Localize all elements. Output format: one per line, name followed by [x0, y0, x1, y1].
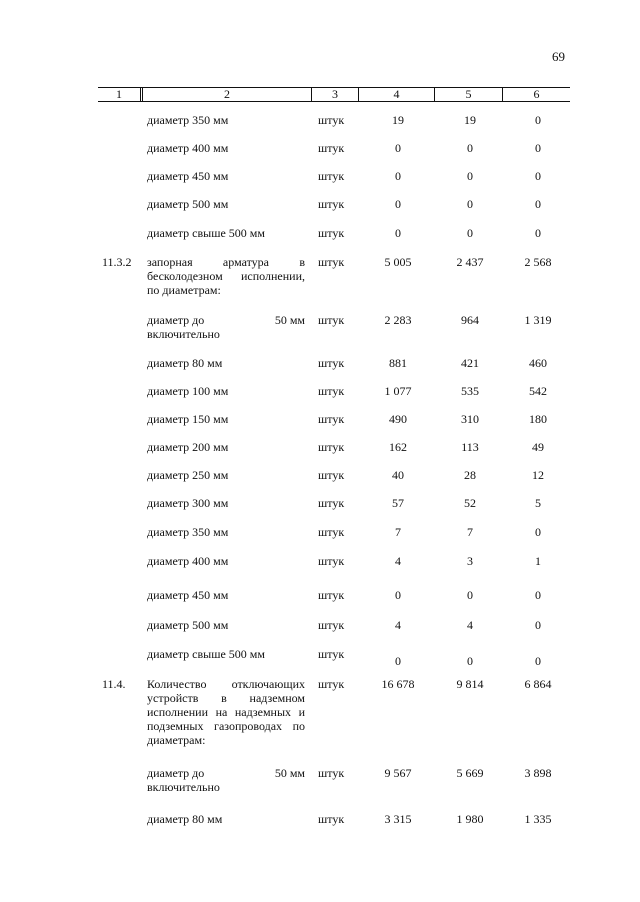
item-name: диаметр свыше 500 мм — [147, 647, 265, 661]
value-col-6: 180 — [529, 412, 547, 426]
value-col-4: 3 315 — [384, 812, 412, 826]
value-col-5: 19 — [464, 113, 476, 127]
item-name: диаметр 100 мм — [147, 384, 229, 398]
item-unit: штук — [318, 313, 345, 327]
value-col-4: 16 678 — [381, 677, 415, 691]
value-col-5: 310 — [461, 412, 479, 426]
item-name: запорная арматура в бесколодезном исполнении, по диаметрам: — [147, 255, 305, 297]
value-col-6: 0 — [535, 525, 541, 539]
item-unit: штук — [318, 197, 345, 211]
value-col-4: 881 — [389, 356, 407, 370]
item-unit: штук — [318, 677, 345, 691]
value-col-6: 542 — [529, 384, 547, 398]
value-col-5: 5 669 — [456, 766, 484, 780]
item-name: диаметр 150 мм — [147, 412, 229, 426]
value-col-5: 0 — [467, 141, 473, 155]
header-divider — [140, 87, 141, 102]
value-col-6: 1 319 — [524, 313, 552, 327]
value-col-5: 52 — [464, 496, 476, 510]
value-col-5: 113 — [461, 440, 479, 454]
value-col-4: 5 005 — [384, 255, 412, 269]
value-col-5: 7 — [467, 525, 473, 539]
item-name: диаметр 250 мм — [147, 468, 229, 482]
item-name: диаметр 500 мм — [147, 197, 229, 211]
item-unit: штук — [318, 468, 345, 482]
item-name: диаметр 400 мм — [147, 141, 229, 155]
value-col-4: 7 — [395, 525, 401, 539]
item-unit: штук — [318, 440, 345, 454]
value-col-4: 490 — [389, 412, 407, 426]
value-col-4: 1 077 — [384, 384, 412, 398]
item-unit: штук — [318, 554, 345, 568]
item-name-line — [147, 766, 305, 780]
value-col-6: 0 — [535, 654, 541, 668]
value-col-5: 421 — [461, 356, 479, 370]
item-name: диаметр 350 мм — [147, 525, 229, 539]
item-unit: штук — [318, 356, 345, 370]
item-name-part: диаметр до — [147, 313, 205, 327]
item-name: диаметр 80 мм — [147, 812, 223, 826]
value-col-4: 162 — [389, 440, 407, 454]
value-col-6: 6 864 — [524, 677, 552, 691]
header-col-2: 2 — [224, 87, 230, 101]
header-col-1: 1 — [116, 87, 122, 101]
value-col-4: 9 567 — [384, 766, 412, 780]
value-col-5: 0 — [467, 588, 473, 602]
value-col-5: 535 — [461, 384, 479, 398]
value-col-6: 3 898 — [524, 766, 552, 780]
item-unit: штук — [318, 412, 345, 426]
value-col-5: 9 814 — [456, 677, 484, 691]
value-col-6: 0 — [535, 588, 541, 602]
item-name: диаметр 400 мм — [147, 554, 229, 568]
item-name-part: включительно — [147, 327, 220, 341]
value-col-5: 964 — [461, 313, 479, 327]
value-col-5: 1 980 — [456, 812, 484, 826]
value-col-4: 2 283 — [384, 313, 412, 327]
item-name: диаметр 500 мм — [147, 618, 229, 632]
value-col-4: 4 — [395, 618, 401, 632]
value-col-6: 2 568 — [524, 255, 552, 269]
value-col-6: 12 — [532, 468, 544, 482]
value-col-5: 0 — [467, 169, 473, 183]
item-unit: штук — [318, 226, 345, 240]
value-col-6: 460 — [529, 356, 547, 370]
value-col-4: 0 — [395, 654, 401, 668]
item-number: 11.3.2 — [102, 255, 132, 269]
value-col-6: 0 — [535, 141, 541, 155]
value-col-6: 0 — [535, 226, 541, 240]
item-unit: штук — [318, 618, 345, 632]
item-name-part: 50 мм — [274, 313, 305, 327]
value-col-6: 0 — [535, 618, 541, 632]
value-col-6: 5 — [535, 496, 541, 510]
item-name: диаметр 350 мм — [147, 113, 229, 127]
item-name: Количество отключающих устройств в надземном исполнении на надземных и подземных газопроводах по диаметрам: — [147, 677, 305, 747]
header-bottom-rule — [98, 101, 570, 102]
item-name — [147, 313, 305, 341]
value-col-6: 1 335 — [524, 812, 552, 826]
value-col-4: 0 — [395, 169, 401, 183]
value-col-4: 40 — [392, 468, 404, 482]
item-unit: штук — [318, 812, 345, 826]
value-col-5: 4 — [467, 618, 473, 632]
table-header — [98, 87, 570, 102]
item-name: диаметр 300 мм — [147, 496, 229, 510]
header-col-3: 3 — [332, 87, 338, 101]
item-unit: штук — [318, 588, 345, 602]
page-number: 69 — [552, 49, 565, 64]
value-col-4: 19 — [392, 113, 404, 127]
value-col-4: 4 — [395, 554, 401, 568]
header-col-4: 4 — [393, 87, 400, 101]
value-col-6: 49 — [532, 440, 544, 454]
value-col-5: 2 437 — [456, 255, 484, 269]
item-name-line — [147, 313, 305, 327]
value-col-4: 57 — [392, 496, 404, 510]
value-col-5: 28 — [464, 468, 476, 482]
value-col-5: 0 — [467, 197, 473, 211]
value-col-6: 1 — [535, 554, 541, 568]
value-col-6: 0 — [535, 113, 541, 127]
header-col-5: 5 — [465, 87, 472, 101]
item-name-part: диаметр до — [147, 766, 205, 780]
value-col-6: 0 — [535, 197, 541, 211]
value-col-6: 0 — [535, 169, 541, 183]
item-name: диаметр 450 мм — [147, 169, 229, 183]
value-col-4: 0 — [395, 226, 401, 240]
value-col-5: 0 — [467, 654, 473, 668]
value-col-4: 0 — [395, 141, 401, 155]
item-unit: штук — [318, 647, 345, 661]
value-col-4: 0 — [395, 197, 401, 211]
item-unit: штук — [318, 113, 345, 127]
value-col-5: 0 — [467, 226, 473, 240]
item-name-part: 50 мм — [274, 766, 305, 780]
item-name: диаметр 450 мм — [147, 588, 229, 602]
item-unit: штук — [318, 525, 345, 539]
item-unit: штук — [318, 384, 345, 398]
item-unit: штук — [318, 766, 345, 780]
header-col-6: 6 — [533, 87, 540, 101]
item-name — [147, 766, 305, 794]
value-col-4: 0 — [395, 588, 401, 602]
item-unit: штук — [318, 496, 345, 510]
item-name: диаметр 80 мм — [147, 356, 223, 370]
item-number: 11.4. — [102, 677, 126, 691]
item-unit: штук — [318, 141, 345, 155]
item-unit: штук — [318, 255, 345, 269]
item-unit: штук — [318, 169, 345, 183]
item-name: диаметр 200 мм — [147, 440, 229, 454]
value-col-5: 3 — [467, 554, 473, 568]
item-name-part: включительно — [147, 780, 220, 794]
item-name: диаметр свыше 500 мм — [147, 226, 265, 240]
